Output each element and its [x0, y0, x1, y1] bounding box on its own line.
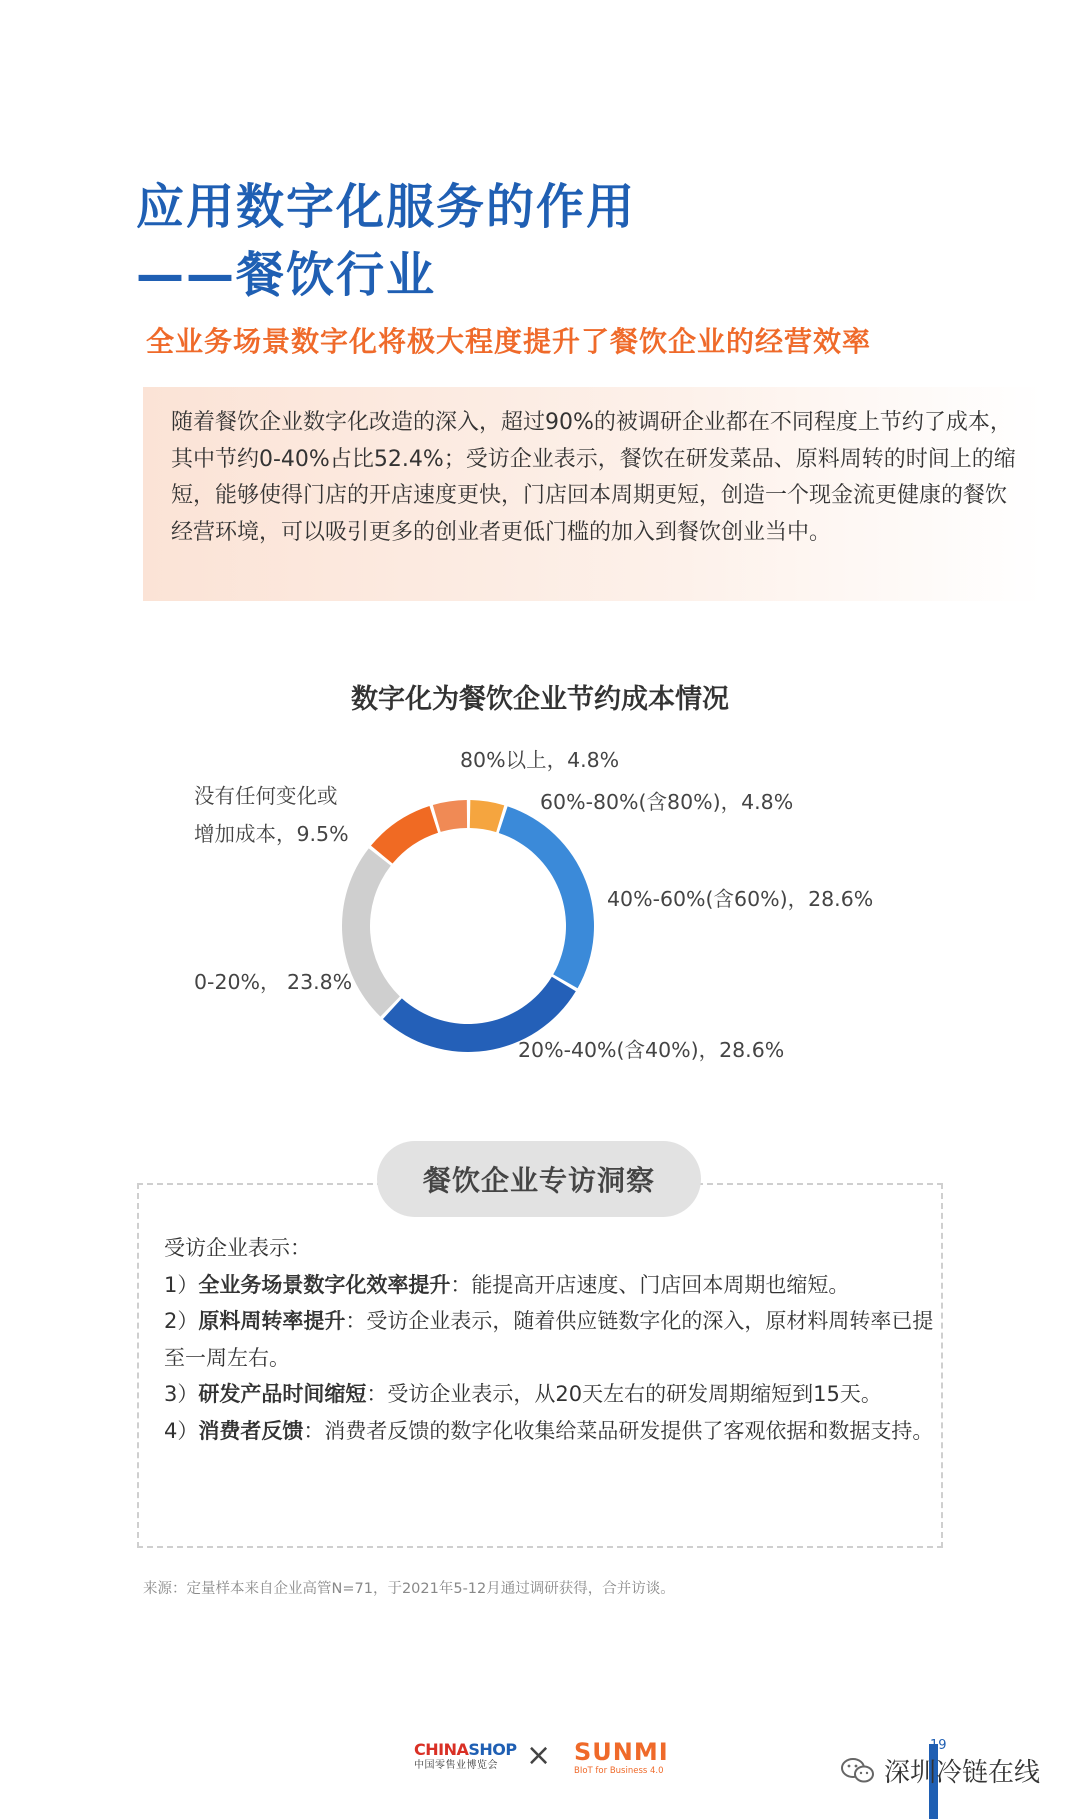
insight-title: 餐饮企业专访洞察 — [377, 1141, 701, 1217]
insight-intro: 受访企业表示： — [164, 1236, 311, 1260]
page-subtitle: 全业务场景数字化将极大程度提升了餐饮企业的经营效率 — [146, 325, 872, 358]
item-num: 3） — [164, 1382, 199, 1406]
item-bold: 研发产品时间缩短 — [198, 1382, 367, 1406]
item-text: ：消费者反馈的数字化收集给菜品研发提供了客观依据和数据支持。 — [303, 1418, 934, 1443]
sunmi-text: SUNMI — [574, 1738, 669, 1766]
slice-label-nochange-l2: 增加成本，9.5% — [194, 822, 349, 846]
source-note: 来源：定量样本来自企业高管N=71，于2021年5-12月通过调研获得，合并访谈。 — [143, 1581, 675, 1597]
item-text: ：受访企业表示，随着供应链数字化的深入，原材料周转率已提至一周左右。 — [164, 1309, 934, 1370]
logo-subtext: 中国零售业博览会 — [414, 1760, 498, 1771]
item-num: 1） — [164, 1272, 199, 1297]
page-title-line1: 应用数字化服务的作用 — [136, 179, 637, 235]
wechat-watermark — [840, 1752, 1040, 1789]
chart-title: 数字化为餐饮企业节约成本情况 — [351, 684, 729, 715]
page-number: 19 — [930, 1738, 947, 1753]
sunmi-subtext: BIoT for Business 4.0 — [574, 1766, 664, 1776]
insight-item-3 — [164, 1376, 934, 1413]
slice-label-20-40: 20%-40%(含40%)，28.6% — [518, 1038, 785, 1062]
page-title-line2: ——餐饮行业 — [136, 247, 437, 303]
slice-60-80 — [470, 800, 504, 832]
insight-item-4 — [164, 1413, 934, 1450]
summary-text: 随着餐饮企业数字化改造的深入，超过90%的被调研企业都在不同程度上节约了成本，其中节约0-40%占比52.4%；受访企业表示，餐饮在研发菜品、原料周转的时间上的缩短，能够使得门店的开店速度更快，门店回本周期更短，创造一个现金流更健康的餐饮经营环境，可以吸引更多的创业者更低门槛的加入到餐饮创业当中。 — [171, 410, 1016, 545]
times-sign: × — [526, 1738, 552, 1773]
item-num: 2） — [164, 1309, 199, 1333]
wechat-icon — [840, 1757, 876, 1785]
item-bold: 原料周转率提升 — [198, 1309, 346, 1333]
insight-item-1 — [164, 1267, 934, 1304]
item-bold: 全业务场景数字化效率提升 — [198, 1272, 451, 1297]
insight-item-2 — [164, 1303, 934, 1376]
donut-slices — [342, 800, 594, 1052]
slice-label-nochange-l1: 没有任何变化或 — [194, 784, 338, 808]
slice-label-40-60: 40%-60%(含60%)，28.6% — [607, 887, 874, 911]
item-text: ：受访企业表示，从20天左右的研发周期缩短到15天。 — [366, 1382, 882, 1406]
slice-80plus — [433, 800, 467, 832]
wechat-name: 深圳冷链在线 — [884, 1758, 1041, 1788]
item-num: 4） — [164, 1418, 199, 1443]
slice-label-60-80: 60%-80%(含80%)，4.8% — [540, 790, 794, 814]
logo-text-a: CHINA — [414, 1740, 469, 1759]
logo-text-b: SHOP — [468, 1740, 517, 1759]
item-bold: 消费者反馈 — [198, 1418, 304, 1443]
insight-text — [164, 1230, 934, 1449]
chinashop-logo — [414, 1740, 517, 1777]
slice-40-60 — [499, 806, 594, 988]
slice-nochange — [371, 806, 438, 863]
sunmi-logo — [574, 1739, 669, 1777]
slice-label-0-20: 0-20%， 23.8% — [194, 970, 353, 994]
item-text: ：能提高开店速度、门店回本周期也缩短。 — [450, 1272, 850, 1297]
slice-label-80plus: 80%以上，4.8% — [460, 748, 620, 772]
